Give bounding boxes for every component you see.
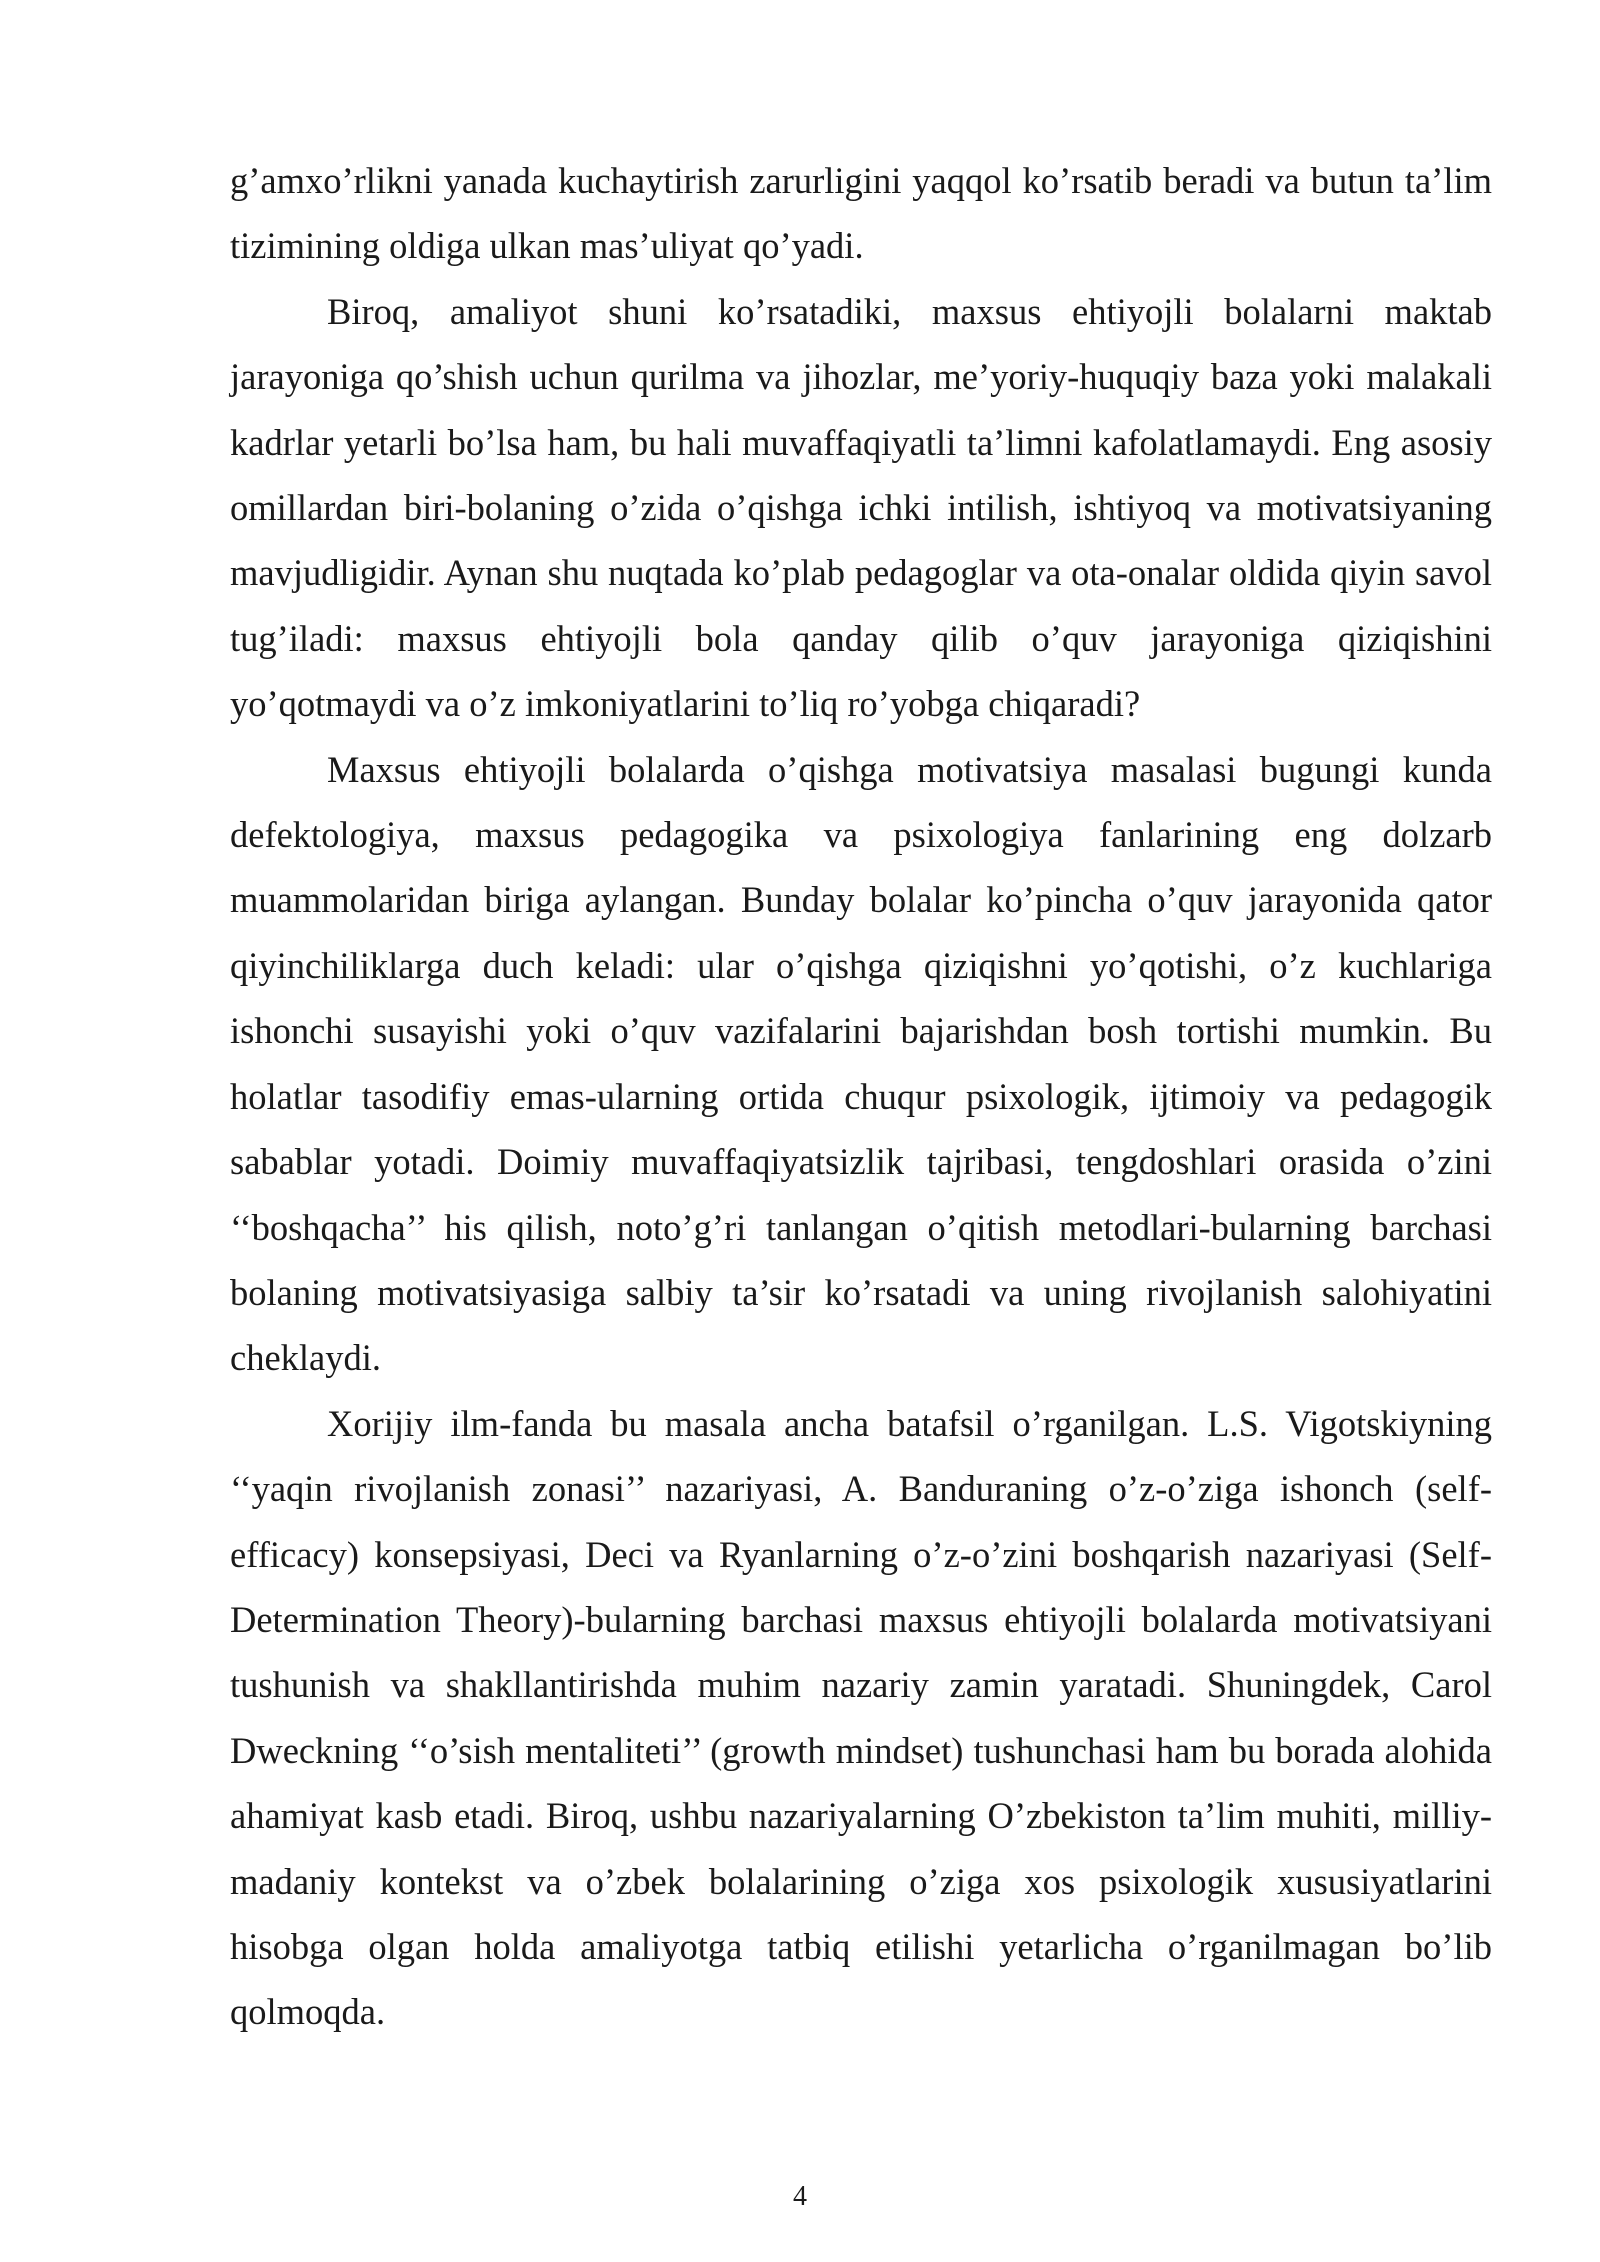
- body-text: [230, 148, 1492, 2045]
- paragraph: Xorijiy ilm-fanda bu masala ancha batafsil o’rganilgan. L.S. Vigotskiyning ‘‘yaqin rivojlanish zonasi’’ nazariyasi, A. Banduraning o’z-o’ziga ishonch (self-efficacy) konsepsiyasi, Deci va Ryanlarning o’z-o’zini boshqarish nazariyasi (Self-Determination Theory)-bularning barchasi maxsus ehtiyojli bolalarda motivatsiyani tushunish va shakllantirishda muhim nazariy zamin yaratadi. Shuningdek, Carol Dweckning ‘‘o’sish mentaliteti’’ (growth mindset) tushunchasi ham bu borada alohida ahamiyat kasb etadi. Biroq, ushbu nazariyalarning O’zbekiston ta’lim muhiti, milliy-madaniy kontekst va o’zbek bolalarining o’ziga xos psixologik xususiyatlarini hisobga olgan holda amaliyotga tatbiq etilishi yetarlicha o’rganilmagan bo’lib qolmoqda.: [230, 1402, 1492, 2033]
- paragraph: Maxsus ehtiyojli bolalarda o’qishga motivatsiya masalasi bugungi kunda defektologiya, maxsus pedagogika va psixologiya fanlarining eng dolzarb muammolaridan biriga aylangan. Bunday bolalar ko’pincha o’quv jarayonida qator qiyinchiliklarga duch keladi: ular o’qishga qiziqishni yo’qotishi, o’z kuchlariga ishonchi susayishi yoki o’quv vazifalarini bajarishdan bosh tortishi mumkin. Bu holatlar tasodifiy emas-ularning ortida chuqur psixologik, ijtimoiy va pedagogik sabablar yotadi. Doimiy muvaffaqiyatsizlik tajribasi, tengdoshlari orasida o’zini ‘‘boshqacha’’ his qilish, noto’g’ri tanlangan o’qitish metodlari-bularning barchasi bolaning motivatsiyasiga salbiy ta’sir ko’rsatadi va uning rivojlanish salohiyatini cheklaydi.: [230, 748, 1492, 1379]
- page-number: 4: [793, 2181, 807, 2212]
- paragraph-continuation: g’amxo’rlikni yanada kuchaytirish zarurligini yaqqol ko’rsatib beradi va butun ta’lim tizimining oldiga ulkan mas’uliyat qo’yadi.: [230, 160, 1492, 267]
- paragraph: Biroq, amaliyot shuni ko’rsatadiki, maxsus ehtiyojli bolalarni maktab jarayoniga qo’shish uchun qurilma va jihozlar, me’yoriy-huquqiy baza yoki malakali kadrlar yetarli bo’lsa ham, bu hali muvaffaqiyatli ta’limni kafolatlamaydi. Eng asosiy omillardan biri-bolaning o’zida o’qishga ichki intilish, ishtiyoq va motivatsiyaning mavjudligidir. Aynan shu nuqtada ko’plab pedagoglar va ota-onalar oldida qiyin savol tug’iladi: maxsus ehtiyojli bola qanday qilib o’quv jarayoniga qiziqishini yo’qotmaydi va o’z imkoniyatlarini to’liq ro’yobga chiqaradi?: [230, 290, 1492, 725]
